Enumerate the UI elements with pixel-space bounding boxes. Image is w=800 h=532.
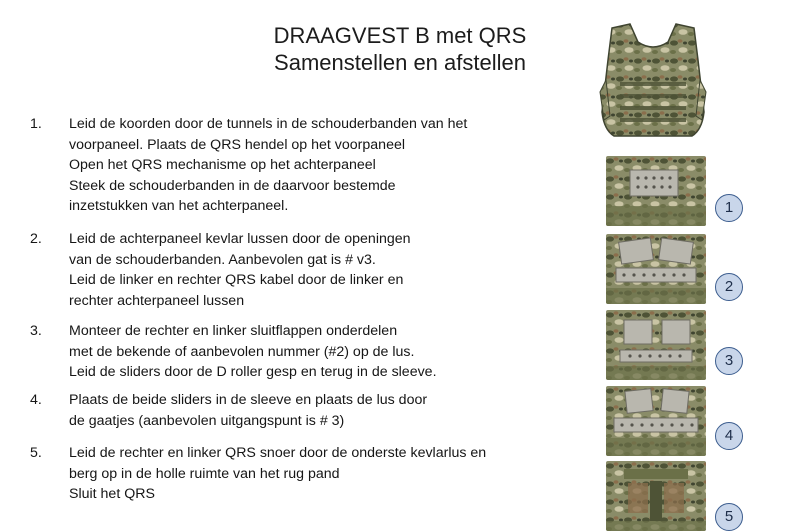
step-text-line: berg op in de holle ruimte van het rug pand [69,465,340,482]
step-number: 4. [30,392,42,408]
step-photo-4 [606,386,706,456]
step-text-line: Leid de sliders door de D roller gesp en terug in de sleeve. [69,364,437,380]
step-photo-2 [606,234,706,304]
step-5 [30,443,600,505]
step-text-line: voorpaneel. Plaats de QRS hendel op het voorpaneel [69,136,406,153]
step-text [69,321,600,383]
step-photo-5 [606,461,706,531]
step-text-line: inzetstukken van het achterpaneel. [69,198,289,214]
step-photo-1 [606,156,706,226]
step-text-line: Leid de rechter en linker QRS snoer door de onderste kevlarlus en [69,445,487,461]
step-number: 1. [30,116,42,132]
step-1 [30,114,600,217]
step-badge-5: 5 [715,503,743,531]
document-title [230,22,570,76]
step-text-line: Monteer de rechter en linker sluitflappen onderdelen [69,323,398,339]
step-text-line: Sluit het QRS [69,486,155,502]
step-badge-2: 2 [715,273,743,301]
step-2 [30,229,600,311]
step-text-line: Plaats de beide sliders in de sleeve en plaats de lus door [69,392,428,408]
step-text [69,390,600,431]
step-photo-3 [606,310,706,380]
step-number: 2. [30,231,42,247]
step-text-line: de gaatjes (aanbevolen uitgangspunt is # 3) [69,412,345,429]
step-number: 3. [30,323,42,339]
step-text-line: Leid de achterpaneel kevlar lussen door de openingen [69,231,411,247]
title-line-2: Samenstellen en afstellen [274,50,526,75]
step-text-line: Leid de linker en rechter QRS kabel door de linker en [69,272,404,288]
vest-photo [598,20,708,138]
step-text-line: met de bekende of aanbevolen nummer (#2) op de lus. [69,343,415,360]
step-badge-1: 1 [715,194,743,222]
title-line-1: DRAAGVEST B met QRS [273,23,527,48]
step-text-line: rechter achterpaneel lussen [69,292,245,309]
step-number: 5. [30,445,42,461]
step-badge-3: 3 [715,347,743,375]
step-4 [30,390,600,431]
step-text-line: Open het QRS mechanisme op het achterpaneel [69,157,376,173]
step-text-line: Leid de koorden door de tunnels in de schouderbanden van het [69,116,468,132]
step-badge-4: 4 [715,422,743,450]
step-text [69,114,600,217]
step-text-line: van de schouderbanden. Aanbevolen gat is # v3. [69,251,376,268]
step-text [69,443,600,505]
step-text-line: Steek de schouderbanden in de daarvoor bestemde [69,177,396,194]
step-3 [30,321,600,383]
step-text [69,229,600,311]
